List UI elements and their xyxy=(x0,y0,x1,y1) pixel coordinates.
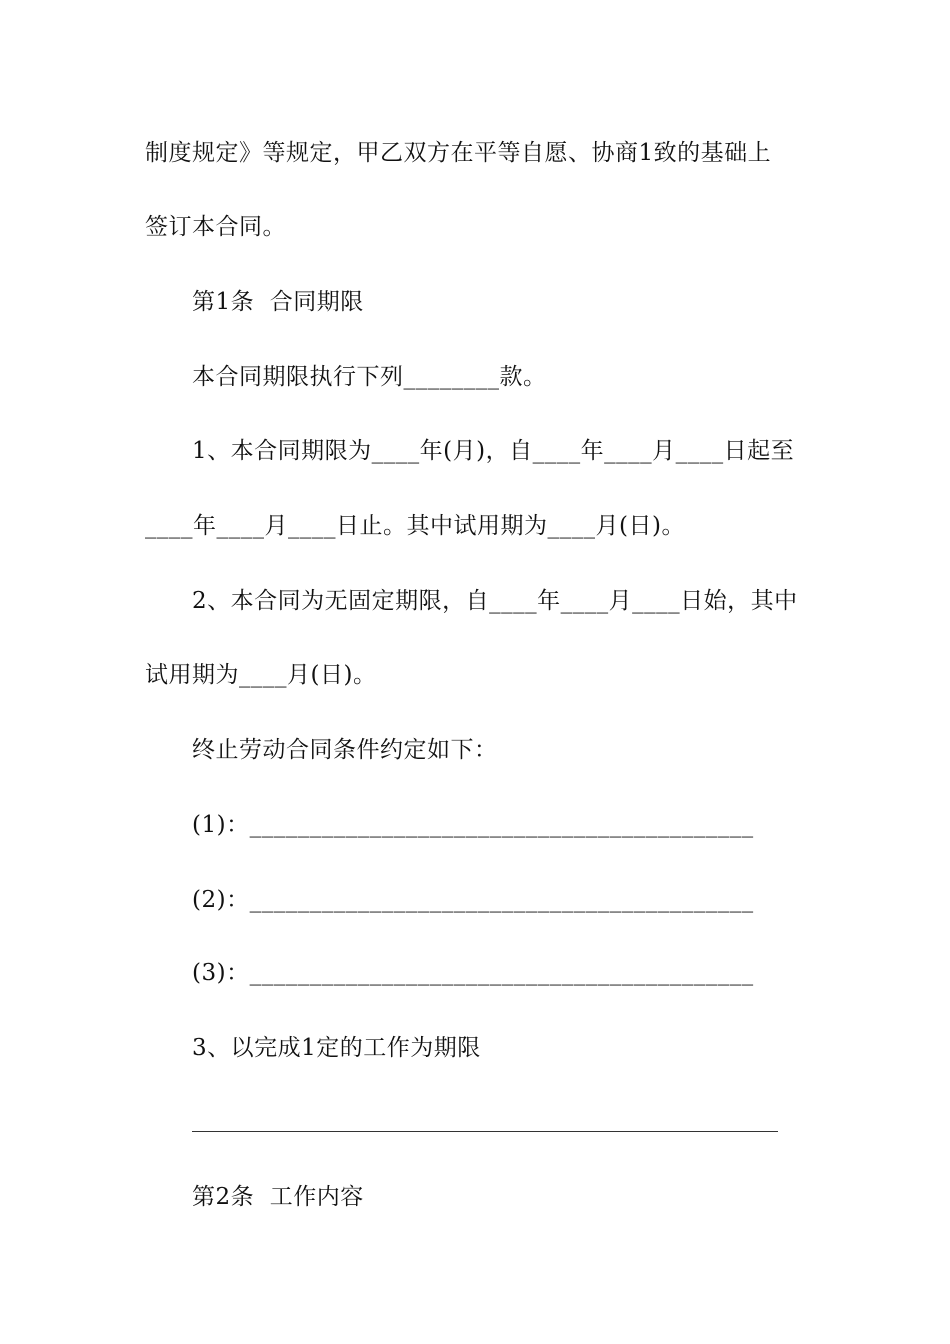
paragraph-line: 试用期为____月(日)。 xyxy=(145,662,377,688)
condition-blank-line: (2)：__________________________________________ xyxy=(192,887,754,913)
paragraph-line: ____年____月____日止。其中试用期为____月(日)。 xyxy=(145,513,685,539)
paragraph-line: 本合同期限执行下列________款。 xyxy=(192,364,547,390)
paragraph-line: 制度规定》等规定，甲乙双方在平等自愿、协商1致的基础上 xyxy=(145,140,772,166)
paragraph-line: 3、以完成1定的工作为期限 xyxy=(192,1035,481,1061)
article-heading: 第2条 工作内容 xyxy=(192,1184,364,1210)
article-heading: 第1条 合同期限 xyxy=(192,289,364,315)
paragraph-line: 2、本合同为无固定期限，自____年____月____日始，其中 xyxy=(192,588,798,614)
paragraph-line: 1、本合同期限为____年(月)，自____年____月____日起至 xyxy=(192,438,795,464)
blank-fill-line xyxy=(192,1131,778,1132)
condition-blank-line: (1)：__________________________________________ xyxy=(192,812,754,838)
condition-blank-line: (3)：__________________________________________ xyxy=(192,960,754,986)
paragraph-line: 签订本合同。 xyxy=(145,214,286,240)
paragraph-line: 终止劳动合同条件约定如下： xyxy=(192,737,498,763)
